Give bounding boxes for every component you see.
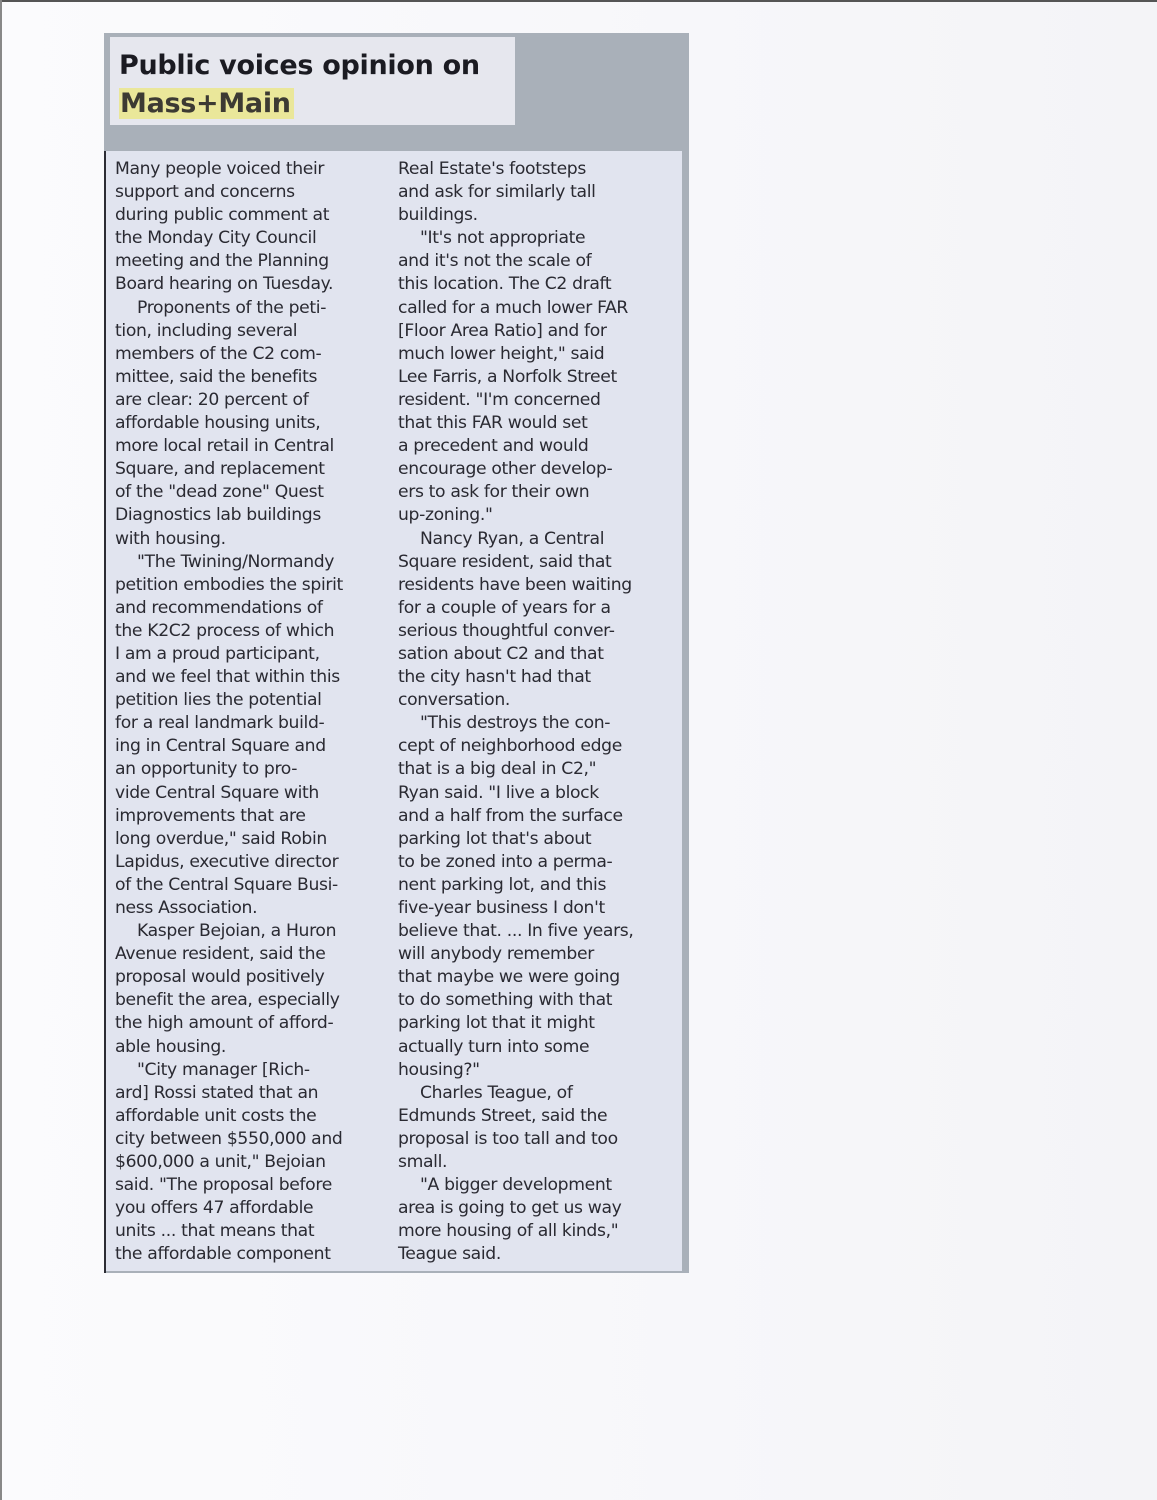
article-line: and it's not the scale of — [398, 251, 592, 272]
article-line: will anybody remember — [398, 944, 594, 965]
article-line: Board hearing on Tuesday. — [115, 274, 334, 295]
scan-left-edge — [0, 0, 2, 1500]
article-line: proposal would positively — [115, 967, 325, 988]
article-line: "This destroys the con- — [420, 713, 611, 734]
article-line: petition embodies the spirit — [115, 574, 343, 595]
article-line: resident. "I'm concerned — [398, 389, 601, 410]
article-line: cept of neighborhood edge — [398, 736, 622, 757]
article-line: long overdue," said Robin — [115, 828, 327, 849]
article-line: said. "The proposal before — [115, 1175, 332, 1196]
article-line: actually turn into some — [398, 1036, 590, 1057]
article-line: affordable housing units, — [115, 413, 321, 434]
article-line: Diagnostics lab buildings — [115, 505, 321, 526]
article-line: ers to ask for their own — [398, 482, 590, 503]
article-column-left — [115, 158, 387, 1267]
newspaper-clipping — [104, 33, 689, 1273]
article-line: up-zoning." — [398, 505, 493, 526]
article-line: called for a much lower FAR — [398, 297, 629, 318]
article-line: you offers 47 affordable — [115, 1198, 314, 1219]
article-line: Kasper Bejoian, a Huron — [137, 921, 337, 942]
article-line: housing?" — [398, 1059, 480, 1080]
article-line: "The Twining/Normandy — [137, 551, 335, 572]
article-line: during public comment at — [115, 205, 330, 226]
article-line: that is a big deal in C2," — [398, 759, 597, 780]
article-line: mittee, said the benefits — [115, 366, 318, 387]
article-line: five-year business I don't — [398, 898, 605, 918]
article-line: Edmunds Street, said the — [398, 1105, 608, 1126]
article-line: for a real landmark build- — [115, 713, 325, 734]
article-line: ard] Rossi stated that an — [115, 1082, 319, 1103]
article-line: the high amount of afford- — [115, 1013, 334, 1034]
article-line: the affordable component — [115, 1244, 331, 1265]
article-line: members of the C2 com- — [115, 343, 322, 364]
article-line: the city hasn't had that — [398, 667, 591, 688]
article-line: and recommendations of — [115, 597, 323, 618]
article-line: Charles Teague, of — [420, 1082, 573, 1103]
article-line: Nancy Ryan, a Central — [420, 528, 605, 549]
article-line: affordable unit costs the — [115, 1105, 317, 1126]
article-line: this location. The C2 draft — [398, 274, 612, 295]
headline-line-1: Public voices opinion on — [119, 50, 480, 81]
article-line: Proponents of the peti- — [137, 297, 327, 318]
article-line: Avenue resident, said the — [115, 944, 326, 965]
article-line: [Floor Area Ratio] and for — [398, 320, 607, 341]
article-line: and ask for similarly tall — [398, 182, 596, 203]
article-line: more local retail in Central — [115, 436, 334, 457]
article-line: parking lot that's about — [398, 828, 592, 849]
article-line: sation about C2 and that — [398, 643, 604, 664]
article-line: to be zoned into a perma- — [398, 851, 613, 872]
article-line: are clear: 20 percent of — [115, 389, 309, 410]
article-line: $600,000 a unit," Bejoian — [115, 1152, 326, 1173]
article-line: nent parking lot, and this — [398, 874, 607, 895]
article-line: for a couple of years for a — [398, 597, 611, 618]
article-column-right — [398, 158, 674, 1267]
article-line: "City manager [Rich- — [137, 1059, 310, 1080]
article-line: tion, including several — [115, 320, 298, 341]
article-line: buildings. — [398, 205, 478, 226]
scan-top-edge — [0, 0, 1157, 2]
article-line: the K2C2 process of which — [115, 620, 335, 641]
article-line: ness Association. — [115, 898, 258, 918]
article-line: area is going to get us way — [398, 1198, 622, 1219]
article-line: petition lies the potential — [115, 690, 322, 711]
article-line: Square resident, said that — [398, 551, 612, 572]
article-line: proposal is too tall and too — [398, 1128, 618, 1149]
article-line: small. — [398, 1152, 448, 1173]
article-line: meeting and the Planning — [115, 251, 329, 272]
article-line: serious thoughtful conver- — [398, 620, 615, 641]
article-line: Many people voiced their — [115, 159, 325, 179]
article-line: with housing. — [115, 528, 226, 549]
article-line: Lapidus, executive director — [115, 851, 339, 872]
article-line: to do something with that — [398, 990, 613, 1011]
article-line: encourage other develop- — [398, 459, 613, 480]
article-line: improvements that are — [115, 805, 306, 826]
headline-box — [110, 37, 515, 125]
article-line: believe that. ... In five years, — [398, 921, 634, 942]
article-line: support and concerns — [115, 182, 295, 203]
article-line: units ... that means that — [115, 1221, 315, 1242]
headline-line-2-highlighted: Mass+Main — [119, 88, 294, 119]
article-line: benefit the area, especially — [115, 990, 340, 1011]
article-line: city between $550,000 and — [115, 1128, 343, 1149]
article-line: an opportunity to pro- — [115, 759, 298, 780]
article-line: that maybe we were going — [398, 967, 620, 988]
article-line: and we feel that within this — [115, 667, 340, 688]
article-line: and a half from the surface — [398, 805, 623, 826]
article-line: Teague said. — [398, 1244, 501, 1265]
article-line: Square, and replacement — [115, 459, 325, 480]
article-line: parking lot that it might — [398, 1013, 595, 1034]
article-line: ing in Central Square and — [115, 736, 326, 757]
article-line: Lee Farris, a Norfolk Street — [398, 366, 617, 387]
article-line: residents have been waiting — [398, 574, 632, 595]
article-line: vide Central Square with — [115, 782, 319, 803]
article-line: conversation. — [398, 690, 510, 711]
article-line: of the Central Square Busi- — [115, 874, 338, 895]
article-line: the Monday City Council — [115, 228, 317, 249]
article-line: able housing. — [115, 1036, 227, 1057]
article-line: Real Estate's footsteps — [398, 159, 586, 179]
article-line: much lower height," said — [398, 343, 605, 364]
article-line: "A bigger development — [420, 1175, 612, 1196]
article-line: a precedent and would — [398, 436, 589, 457]
article-line: Ryan said. "I live a block — [398, 782, 599, 803]
article-line: more housing of all kinds," — [398, 1221, 619, 1242]
article-line: that this FAR would set — [398, 413, 588, 434]
article-line: "It's not appropriate — [420, 228, 586, 249]
article-line: I am a proud participant, — [115, 643, 320, 664]
article-line: of the "dead zone" Quest — [115, 482, 324, 503]
